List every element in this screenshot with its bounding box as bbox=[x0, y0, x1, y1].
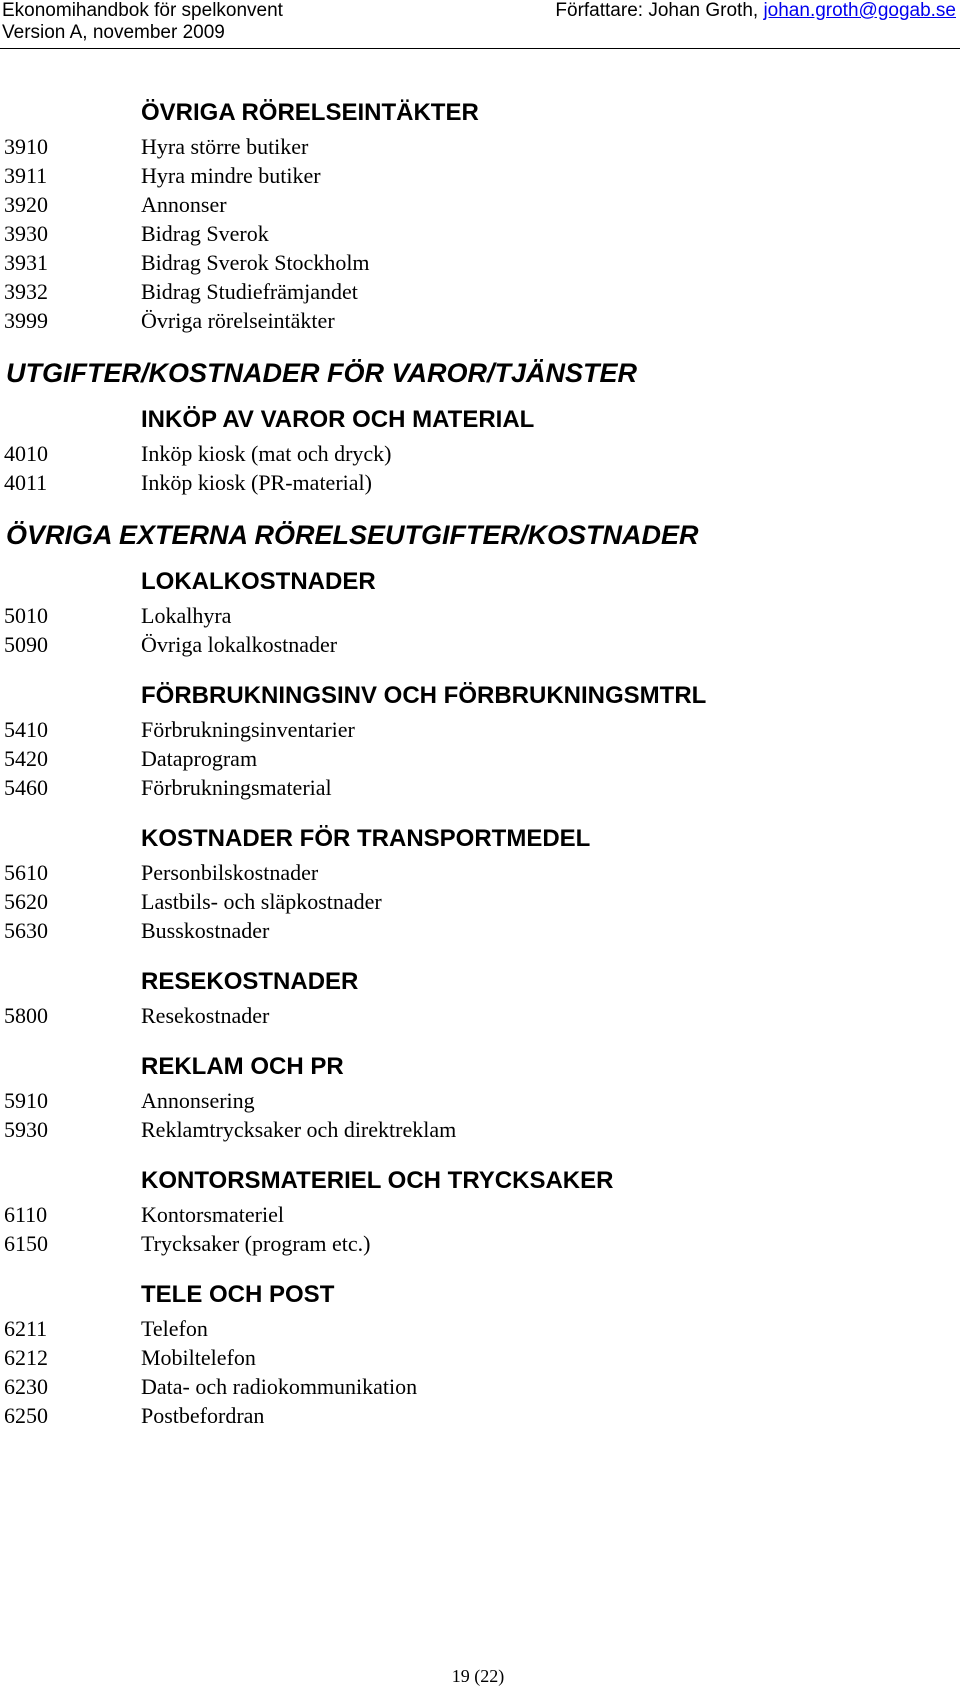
account-row bbox=[0, 630, 960, 659]
account-code: 5630 bbox=[4, 918, 48, 943]
document-version: Version A, november 2009 bbox=[2, 22, 225, 43]
group-heading: INKÖP AV VAROR OCH MATERIAL bbox=[141, 406, 535, 433]
account-code: 5410 bbox=[4, 717, 48, 742]
account-code: 5460 bbox=[4, 775, 48, 800]
account-code: 5910 bbox=[4, 1088, 48, 1113]
group-heading: RESEKOSTNADER bbox=[141, 968, 359, 995]
account-code: 3999 bbox=[4, 308, 48, 333]
account-label: Mobiltelefon bbox=[141, 1345, 256, 1370]
account-group bbox=[0, 1052, 960, 1144]
section-title: UTGIFTER/KOSTNADER FÖR VAROR/TJÄNSTER bbox=[6, 358, 638, 388]
group-heading: FÖRBRUKNINGSINV OCH FÖRBRUKNINGSMTRL bbox=[141, 682, 707, 709]
author-email-link[interactable]: johan.groth@gogab.se bbox=[763, 0, 956, 21]
account-label: Data- och radiokommunikation bbox=[141, 1374, 418, 1399]
author-label: Författare: Johan Groth, bbox=[555, 0, 764, 21]
account-label: Resekostnader bbox=[141, 1003, 270, 1028]
account-code: 3910 bbox=[4, 134, 48, 159]
account-code: 3931 bbox=[4, 250, 48, 275]
account-label: Annonsering bbox=[141, 1088, 255, 1113]
account-label: Hyra större butiker bbox=[141, 134, 309, 159]
account-label: Övriga lokalkostnader bbox=[141, 632, 338, 657]
account-label: Telefon bbox=[141, 1316, 208, 1341]
header-left bbox=[2, 0, 283, 44]
page-header bbox=[0, 0, 960, 49]
account-code: 6150 bbox=[4, 1231, 48, 1256]
account-row bbox=[0, 601, 960, 630]
account-label: Lokalhyra bbox=[141, 603, 232, 628]
account-code: 6250 bbox=[4, 1403, 48, 1428]
account-code: 6212 bbox=[4, 1345, 48, 1370]
account-label: Inköp kiosk (PR-material) bbox=[141, 470, 372, 495]
account-label: Reklamtrycksaker och direktreklam bbox=[141, 1117, 457, 1142]
account-label: Hyra mindre butiker bbox=[141, 163, 321, 188]
account-label: Busskostnader bbox=[141, 918, 270, 943]
account-label: Bidrag Studiefrämjandet bbox=[141, 279, 358, 304]
account-list bbox=[0, 98, 960, 1452]
account-row bbox=[0, 161, 960, 190]
account-label: Kontorsmateriel bbox=[141, 1202, 284, 1227]
account-row bbox=[0, 887, 960, 916]
header-right bbox=[555, 0, 956, 22]
account-code: 5090 bbox=[4, 632, 48, 657]
group-heading: KONTORSMATERIEL OCH TRYCKSAKER bbox=[141, 1167, 614, 1194]
account-row bbox=[0, 1001, 960, 1030]
account-row bbox=[0, 1314, 960, 1343]
account-code: 6230 bbox=[4, 1374, 48, 1399]
account-label: Förbrukningsinventarier bbox=[141, 717, 355, 742]
account-label: Förbrukningsmaterial bbox=[141, 775, 332, 800]
account-group bbox=[0, 967, 960, 1030]
account-group bbox=[0, 98, 960, 335]
account-row bbox=[0, 715, 960, 744]
account-row bbox=[0, 1086, 960, 1115]
account-row bbox=[0, 219, 960, 248]
account-row bbox=[0, 468, 960, 497]
account-row bbox=[0, 744, 960, 773]
account-code: 5800 bbox=[4, 1003, 48, 1028]
account-label: Lastbils- och släpkostnader bbox=[141, 889, 382, 914]
account-group bbox=[0, 681, 960, 802]
account-label: Bidrag Sverok bbox=[141, 221, 269, 246]
account-row bbox=[0, 439, 960, 468]
account-code: 3911 bbox=[4, 163, 48, 188]
account-group bbox=[0, 824, 960, 945]
account-row bbox=[0, 132, 960, 161]
account-code: 3930 bbox=[4, 221, 48, 246]
account-row bbox=[0, 858, 960, 887]
account-group bbox=[0, 405, 960, 497]
account-label: Annonser bbox=[141, 192, 227, 217]
account-row bbox=[0, 306, 960, 335]
section-title: ÖVRIGA EXTERNA RÖRELSEUTGIFTER/KOSTNADER bbox=[6, 520, 699, 550]
group-heading: LOKALKOSTNADER bbox=[141, 568, 376, 595]
account-row bbox=[0, 1229, 960, 1258]
account-group bbox=[0, 1166, 960, 1258]
account-row bbox=[0, 1372, 960, 1401]
account-label: Bidrag Sverok Stockholm bbox=[141, 250, 370, 275]
page-number: 19 (22) bbox=[451, 1666, 505, 1686]
account-code: 5010 bbox=[4, 603, 48, 628]
account-label: Postbefordran bbox=[141, 1403, 265, 1428]
account-code: 5610 bbox=[4, 860, 48, 885]
account-label: Övriga rörelseintäkter bbox=[141, 308, 335, 333]
document-title: Ekonomihandbok för spelkonvent bbox=[2, 0, 283, 21]
group-heading: TELE OCH POST bbox=[141, 1281, 335, 1308]
group-heading: REKLAM OCH PR bbox=[141, 1053, 344, 1080]
account-row bbox=[0, 190, 960, 219]
account-row bbox=[0, 1200, 960, 1229]
account-label: Personbilskostnader bbox=[141, 860, 319, 885]
account-code: 5420 bbox=[4, 746, 48, 771]
account-row bbox=[0, 277, 960, 306]
account-row bbox=[0, 916, 960, 945]
page-footer bbox=[0, 1665, 960, 1687]
account-code: 6110 bbox=[4, 1202, 48, 1227]
group-heading: KOSTNADER FÖR TRANSPORTMEDEL bbox=[141, 825, 591, 852]
account-row bbox=[0, 1343, 960, 1372]
group-heading: ÖVRIGA RÖRELSEINTÄKTER bbox=[141, 99, 479, 126]
account-label: Trycksaker (program etc.) bbox=[141, 1231, 371, 1256]
account-code: 4010 bbox=[4, 441, 48, 466]
account-code: 3932 bbox=[4, 279, 48, 304]
account-row bbox=[0, 248, 960, 277]
account-code: 3920 bbox=[4, 192, 48, 217]
account-row bbox=[0, 773, 960, 802]
account-code: 5620 bbox=[4, 889, 48, 914]
account-label: Dataprogram bbox=[141, 746, 258, 771]
account-group bbox=[0, 567, 960, 659]
account-code: 6211 bbox=[4, 1316, 48, 1341]
account-row bbox=[0, 1115, 960, 1144]
account-code: 4011 bbox=[4, 470, 48, 495]
account-label: Inköp kiosk (mat och dryck) bbox=[141, 441, 392, 466]
account-row bbox=[0, 1401, 960, 1430]
account-code: 5930 bbox=[4, 1117, 48, 1142]
account-group bbox=[0, 1280, 960, 1430]
